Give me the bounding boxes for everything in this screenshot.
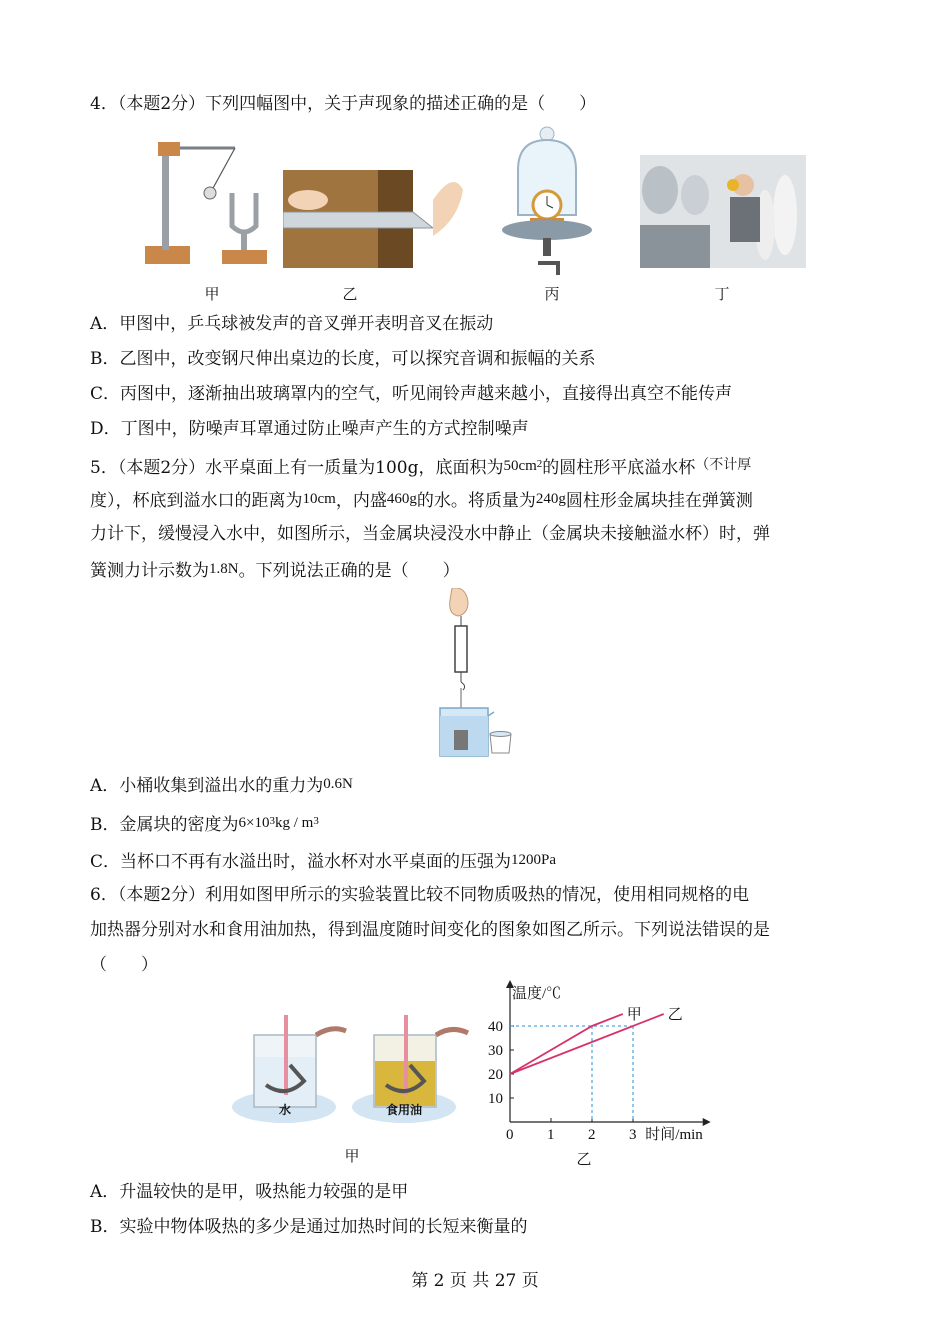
series-label-2: 乙 bbox=[667, 1007, 683, 1023]
y-tick-label: 40 bbox=[488, 1019, 503, 1035]
q4-figure-bing bbox=[500, 125, 600, 280]
x-axis-arrow bbox=[703, 1118, 711, 1126]
x-tick-label: 1 bbox=[547, 1127, 555, 1143]
q4-option-c: C．丙图中，逐渐抽出玻璃罩内的空气，听见闹铃声越来越小，直接得出真空不能传声 bbox=[90, 384, 733, 404]
q6-stem-line2: 加热器分别对水和食用油加热，得到温度随时间变化的图象如图乙所示。下列说法错误的是 bbox=[90, 920, 770, 940]
q5-stem-line4: 簧测力计示数为1.8N。下列说法正确的是（ ） bbox=[90, 561, 460, 581]
q6-stem-line1: 6．（本题2分）利用如图甲所示的实验装置比较不同物质吸热的情况，使用相同规格的电 bbox=[90, 885, 750, 905]
y-tick-label: 20 bbox=[488, 1067, 503, 1083]
caption-jia: 甲 bbox=[204, 285, 220, 303]
q4-figure-jia bbox=[140, 138, 275, 270]
y-tick-label: 30 bbox=[488, 1043, 503, 1059]
q4-figure-ding bbox=[640, 155, 806, 268]
q5-stem-line1: 5．（本题2分）水平桌面上有一质量为100g，底面积为$50cm^2$的圆柱形平底溢水杯$^{(不计厚}$ bbox=[90, 457, 752, 478]
q4-figure-yi bbox=[283, 170, 473, 268]
q5-stem-line2: 度），杯底到溢水口的距离为10cm，内盛460g的水。将质量为240g圆柱形金属块挂在弹簧测 bbox=[90, 491, 753, 511]
q5-stem-line3: 力计下，缓慢浸入水中，如图所示，当金属块浸没水中静止（金属块未接触溢水杯）时，弹 bbox=[90, 524, 770, 544]
series-line-2 bbox=[510, 1014, 664, 1074]
q5-option-b: B．金属块的密度为$6\times 10^3kg / m^3$ bbox=[90, 815, 319, 835]
series-line-1 bbox=[510, 1014, 623, 1074]
x-axis-label: 时间/min bbox=[645, 1127, 703, 1143]
temperature-time-chart bbox=[478, 978, 728, 1148]
q5-option-a: A．小桶收集到溢出水的重力为0.6N bbox=[90, 776, 353, 796]
q6-option-a: A．升温较快的是甲，吸热能力较强的是甲 bbox=[90, 1182, 409, 1202]
x-tick-label: 2 bbox=[588, 1127, 596, 1143]
q4-option-a: A．甲图中，乒乓球被发声的音叉弹开表明音叉在振动 bbox=[90, 314, 494, 334]
q6-option-b: B．实验中物体吸热的多少是通过加热时间的长短来衡量的 bbox=[90, 1217, 528, 1237]
y-tick-label: 10 bbox=[488, 1091, 503, 1107]
caption-bing: 丙 bbox=[544, 285, 560, 303]
beaker-label-oil: 食用油 bbox=[385, 1103, 422, 1117]
y-axis-label: 温度/℃ bbox=[512, 986, 562, 1002]
q5-figure-spring-scale bbox=[436, 588, 522, 763]
caption-yi: 乙 bbox=[342, 285, 358, 303]
caption-q6-jia: 甲 bbox=[344, 1147, 360, 1165]
caption-q6-yi: 乙 bbox=[576, 1150, 592, 1168]
q4-stem: 4．（本题2分）下列四幅图中，关于声现象的描述正确的是（ ） bbox=[90, 94, 597, 114]
beaker-label-water: 水 bbox=[278, 1103, 291, 1117]
q6-figure-beakers bbox=[232, 1015, 472, 1125]
q6-stem-line3: （ ） bbox=[90, 955, 158, 975]
x-tick-label: 0 bbox=[506, 1127, 514, 1143]
caption-ding: 丁 bbox=[714, 285, 730, 303]
q4-option-b: B．乙图中，改变钢尺伸出桌边的长度，可以探究音调和振幅的关系 bbox=[90, 349, 596, 369]
q5-option-c: C．当杯口不再有水溢出时，溢水杯对水平桌面的压强为1200Pa bbox=[90, 852, 557, 872]
series-label-1: 甲 bbox=[626, 1007, 642, 1023]
q4-option-d: D．丁图中，防噪声耳罩通过防止噪声产生的方式控制噪声 bbox=[90, 419, 529, 439]
x-tick-label: 3 bbox=[629, 1127, 637, 1143]
page-footer: 第 2 页 共 27 页 bbox=[411, 1271, 539, 1291]
